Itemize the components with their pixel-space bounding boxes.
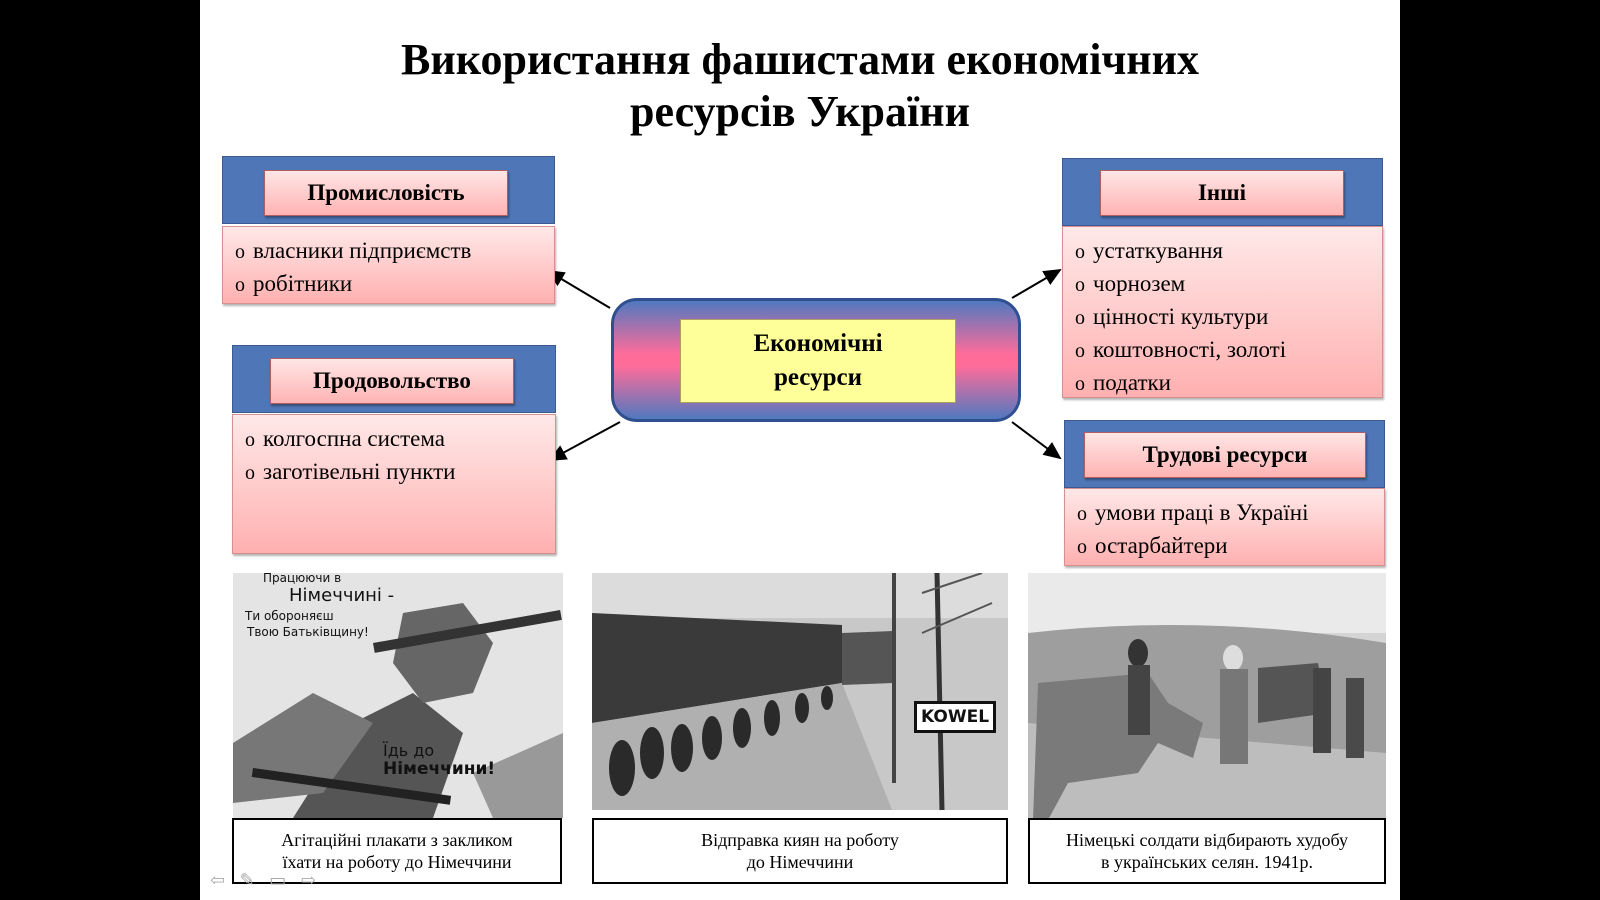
list-item: o умови праці в Україні: [1077, 500, 1309, 525]
food-list: [232, 414, 556, 554]
poster-text-2: Німеччині -: [289, 585, 395, 606]
labor-label: Трудові ресурси: [1084, 432, 1366, 478]
list-item: o податки: [1075, 370, 1171, 395]
title-line-2: ресурсів України: [630, 87, 970, 136]
poster-text-1: Працюючи в: [263, 573, 342, 585]
food-label: Продовольство: [270, 358, 514, 404]
arrow-right-icon[interactable]: ⇨: [300, 870, 316, 890]
cattle-photo: [1028, 573, 1386, 820]
list-item: o заготівельні пункти: [245, 459, 456, 484]
labor-list: [1064, 488, 1385, 566]
poster-text-5: Їдь до: [383, 741, 435, 760]
arrow-to-other: [1012, 270, 1060, 298]
arrow-left-icon[interactable]: ⇦: [210, 870, 226, 890]
industry-label: Промисловість: [264, 170, 508, 216]
pen-icon[interactable]: ✎: [239, 870, 255, 890]
cattle-illustration: [1028, 573, 1386, 820]
poster-text-6: Німеччини!: [383, 759, 496, 779]
other-label: Інші: [1100, 170, 1344, 216]
economic-resources-label: Економічні ресурси: [680, 319, 956, 403]
list-item: o цінності культури: [1075, 304, 1269, 329]
train-illustration: [592, 573, 1008, 810]
poster-text-3: Ти обороняєш: [245, 609, 334, 623]
other-list: [1062, 226, 1383, 398]
arrow-to-food: [550, 422, 620, 460]
poster-caption: Агітаційні плакати з закликом їхати на роботу до Німеччини: [232, 818, 562, 884]
train-photo: [592, 573, 1008, 810]
economic-resources-node: [611, 298, 1021, 422]
poster-text-4: Твою Батьківщину!: [247, 625, 369, 639]
kowel-sign: KOWEL: [914, 701, 996, 733]
list-item: o чорнозем: [1075, 271, 1186, 296]
slide: [200, 0, 1400, 900]
list-item: o коштовності, золоті: [1075, 337, 1287, 362]
poster-image: [233, 573, 563, 818]
list-item: o остарбайтери: [1077, 533, 1228, 558]
list-item: o робітники: [235, 271, 353, 296]
arrow-to-industry: [548, 271, 610, 308]
industry-list: [222, 226, 555, 304]
list-item: o колгоспна система: [245, 426, 445, 451]
train-caption: Відправка киян на роботу до Німеччини: [592, 818, 1008, 884]
list-item: o устаткування: [1075, 238, 1224, 263]
arrow-to-labor: [1012, 422, 1060, 458]
list-item: o власники підприємств: [235, 238, 472, 263]
cattle-caption: Німецькі солдати відбирають худобу в українських селян. 1941р.: [1028, 818, 1386, 884]
slide-nav[interactable]: [210, 870, 326, 891]
menu-icon[interactable]: ▭: [269, 870, 287, 890]
title-line-1: Використання фашистами економічних: [401, 35, 1199, 84]
